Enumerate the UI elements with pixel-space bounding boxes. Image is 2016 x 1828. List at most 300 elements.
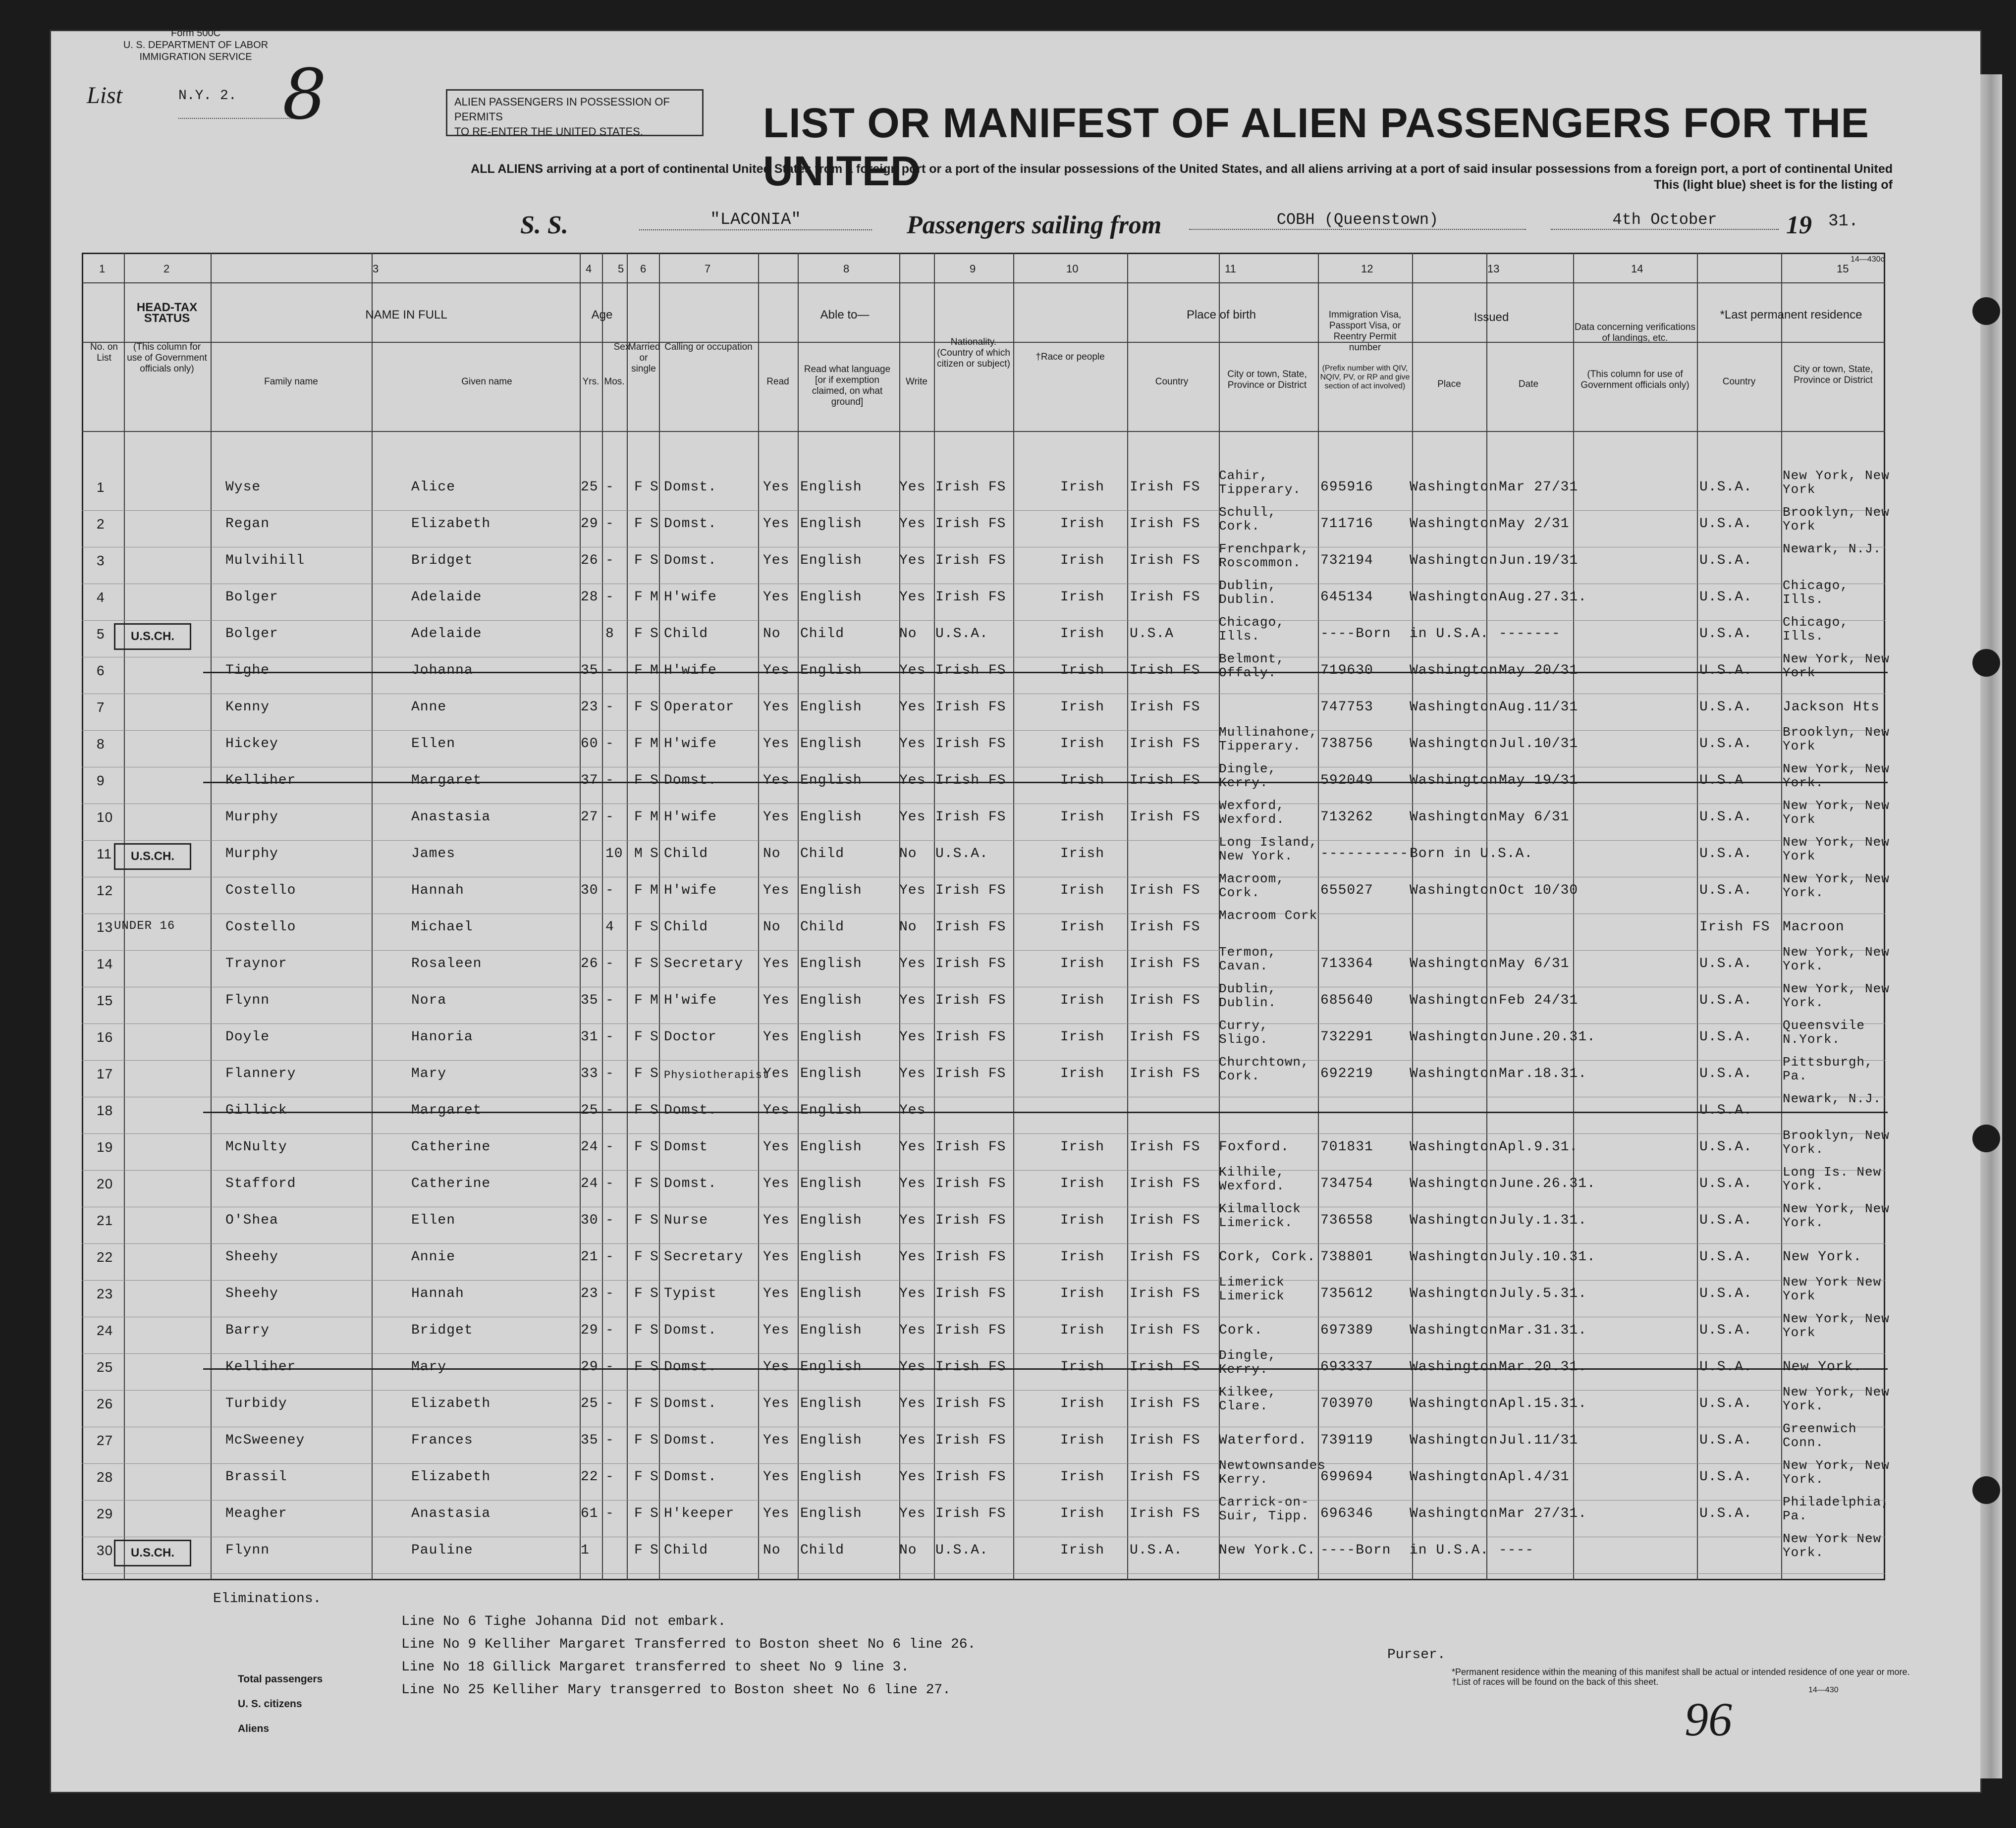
column-divider [1127,253,1128,1580]
nationality: Irish FS [935,1029,1006,1045]
residence-country: U.S.A. [1699,1323,1752,1338]
residence-country: U.S.A. [1699,1176,1752,1191]
column-divider [1781,253,1782,1580]
issued-place: Washington [1410,1323,1498,1338]
can-read: Yes [763,1396,790,1411]
nationality: Irish FS [935,1359,1006,1375]
family-name: Brassil [225,1469,287,1485]
issued-date: July.5.31. [1499,1286,1587,1301]
visa-number: 692219 [1320,1066,1373,1081]
header-read-language: Read what language [or if exemption claimed, on what ground] [804,364,891,407]
issued-date: Aug.27.31. [1499,590,1587,605]
form-identifier [114,27,277,63]
visa-number: 685640 [1320,993,1373,1008]
marital-status: S [650,516,659,532]
nationality: Irish FS [935,663,1006,678]
row-number: 4 [97,590,105,605]
birth-country: Irish FS [1130,773,1200,788]
read-language: English [800,1286,862,1301]
age-years: 26 [581,956,599,971]
occupation: Child [664,919,708,935]
nationality: Irish FS [935,1213,1006,1228]
row-number: 23 [97,1286,113,1301]
us-citizens-label: U. S. citizens [238,1698,302,1710]
given-name: Alice [411,480,456,495]
row-number: 25 [97,1359,113,1375]
birth-city: Kilkee, Clare. [1219,1385,1277,1413]
family-name: Murphy [225,809,278,825]
race: Irish [1060,883,1105,898]
age-months: 8 [605,626,614,642]
birth-country: Irish FS [1130,699,1200,715]
read-language: English [800,699,862,715]
marital-status: S [650,480,659,495]
marital-status: S [650,1286,659,1301]
column-divider [899,253,900,1580]
header-calling: Calling or occupation [664,342,753,352]
given-name: Ellen [411,736,456,752]
residence-country: U.S.A. [1699,516,1752,532]
family-name: Murphy [225,846,278,861]
can-write: Yes [899,663,926,678]
nationality: Irish FS [935,956,1006,971]
birth-city: Carrick-on-Suir, Tipp. [1219,1495,1309,1523]
birth-city: Chicago, Ills. [1219,615,1285,644]
family-name: Costello [225,883,296,898]
sex: F [634,956,643,971]
head-tax-status: U.S.CH. [114,623,191,650]
family-name: Turbidy [225,1396,287,1411]
residence-country: U.S.A. [1699,1139,1752,1155]
marital-status: S [650,1139,659,1155]
occupation: Domst. [664,516,717,532]
residence-city: Brooklyn, New York. [1783,1128,1890,1157]
can-read: Yes [763,1286,790,1301]
header-family-name: Family name [264,376,318,387]
race: Irish [1060,663,1105,678]
residence-city: New York New York [1783,1275,1882,1303]
can-read: No [763,626,781,642]
row-number: 24 [97,1323,113,1338]
residence-country: U.S.A. [1699,1213,1752,1228]
occupation: H'wife [664,590,717,605]
birth-city: Curry, Sligo. [1219,1018,1268,1047]
issued-place: Washington [1410,993,1498,1008]
read-language: English [800,663,862,678]
binder-hole [1972,649,2000,677]
residence-country: U.S.A. [1699,956,1752,971]
can-write: No [899,919,917,935]
residence-city: Jackson Hts [1783,699,1880,715]
column-divider [602,253,603,1580]
marital-status: S [650,1029,659,1045]
row-divider [82,1133,1885,1134]
sex: F [634,1433,643,1448]
marital-status: S [650,1506,659,1521]
residence-city: Newark, N.J. [1783,541,1882,556]
sex: F [634,1396,643,1411]
row-divider [82,510,1885,511]
manifest-title: LIST OR MANIFEST OF ALIEN PASSENGERS FOR THE UNITED [763,100,1869,194]
residence-country: Irish FS [1699,919,1770,935]
nationality: U.S.A. [935,846,988,861]
footnote-residence: *Permanent residence within the meaning of this manifest shall be actual or intended residence of one year or more. [1452,1667,1910,1677]
can-write: Yes [899,1029,926,1045]
can-write: Yes [899,590,926,605]
row-divider [82,1500,1885,1501]
occupation: H'wife [664,993,717,1008]
residence-country: U.S.A. [1699,1066,1752,1081]
family-name: Sheehy [225,1286,278,1301]
occupation: Child [664,626,708,642]
residence-city: New York New York. [1783,1531,1882,1560]
header-write: Write [906,376,927,387]
birth-city: Belmont, Offaly. [1219,651,1285,680]
family-name: Kenny [225,699,270,715]
residence-country: U.S.A. [1699,993,1752,1008]
issued-date: Oct 10/30 [1499,883,1579,898]
birth-city: Schull, Cork. [1219,505,1277,534]
header-verification: Data concerning verifications of landings, etc. [1575,322,1695,343]
read-language: English [800,516,862,532]
given-name: Anne [411,699,447,715]
residence-country: U.S.A. [1699,1249,1752,1265]
can-read: Yes [763,590,790,605]
residence-city: New York, New York [1783,835,1890,863]
birth-country: Irish FS [1130,993,1200,1008]
marital-status: M [650,993,659,1008]
header-mos: Mos. [604,376,625,387]
can-read: Yes [763,773,790,788]
age-months: - [605,1506,614,1521]
can-read: Yes [763,1066,790,1081]
read-language: English [800,1249,862,1265]
residence-city: New York, New York [1783,1311,1890,1340]
can-write: Yes [899,1249,926,1265]
page-number-handwritten: 96 [1685,1693,1732,1746]
sex: F [634,699,643,715]
residence-country: U.S.A. [1699,1396,1752,1411]
race: Irish [1060,809,1105,825]
occupation: H'wife [664,809,717,825]
read-language: English [800,1176,862,1191]
issued-date: Aug.11/31 [1499,699,1579,715]
marital-status: M [650,736,659,752]
issued-date: July.1.31. [1499,1213,1587,1228]
race: Irish [1060,1396,1105,1411]
header-issued-date: Date [1518,379,1539,389]
can-write: Yes [899,1139,926,1155]
occupation: H'wife [664,663,717,678]
can-read: No [763,1543,781,1558]
occupation: Nurse [664,1213,708,1228]
issued-place: Washington [1410,1176,1498,1191]
can-read: No [763,846,781,861]
issued-date: Feb 24/31 [1499,993,1579,1008]
row-number: 17 [97,1066,113,1081]
stamp-line-2: TO RE-ENTER THE UNITED STATES. [454,125,643,138]
nationality: Irish FS [935,590,1006,605]
can-write: Yes [899,1506,926,1521]
residence-country: U.S.A. [1699,699,1752,715]
can-read: Yes [763,1139,790,1155]
race: Irish [1060,993,1105,1008]
residence-city: Brooklyn, New York [1783,505,1890,534]
issued-date: ------- [1499,626,1561,642]
age-years: 29 [581,516,599,532]
occupation: Domst. [664,1433,717,1448]
row-divider [82,950,1885,951]
age-years: 22 [581,1469,599,1485]
visa-number: 699694 [1320,1469,1373,1485]
read-language: English [800,1103,862,1118]
occupation: Domst. [664,1176,717,1191]
can-read: Yes [763,1469,790,1485]
age-months: - [605,736,614,752]
age-years: 35 [581,1433,599,1448]
given-name: Mary [411,1359,447,1375]
nationality: Irish FS [935,919,1006,935]
residence-city: New York, New York. [1783,981,1890,1010]
row-divider [82,620,1885,621]
column-number: 13 [1487,263,1500,275]
read-language: English [800,1396,862,1411]
ss-label: S. S. [520,211,568,239]
visa-number: 719630 [1320,663,1373,678]
eliminations-notes [213,1588,976,1702]
family-name: Flynn [225,993,270,1008]
can-read: Yes [763,553,790,568]
sex: F [634,1286,643,1301]
age-months: - [605,1029,614,1045]
can-write: Yes [899,809,926,825]
issued-place: Washington [1410,1433,1498,1448]
nationality: Irish FS [935,993,1006,1008]
can-read: Yes [763,663,790,678]
can-read: Yes [763,993,790,1008]
column-number: 14 [1631,263,1643,275]
age-years: 31 [581,1029,599,1045]
read-language: English [800,736,862,752]
column-divider [1697,253,1698,1580]
marital-status: S [650,1433,659,1448]
marital-status: M [650,883,659,898]
sex: F [634,1506,643,1521]
marital-status: S [650,553,659,568]
issued-date: July.10.31. [1499,1249,1596,1265]
issued-date: May 6/31 [1499,809,1570,825]
age-months: - [605,809,614,825]
birth-city: Foxford. [1219,1139,1290,1155]
can-read: Yes [763,1433,790,1448]
can-write: Yes [899,1176,926,1191]
age-months: 10 [605,846,623,861]
race: Irish [1060,846,1105,861]
head-tax-status: UNDER 16 [114,919,175,933]
visa-number: 732291 [1320,1029,1373,1045]
occupation: Domst. [664,553,717,568]
given-name: Adelaide [411,590,482,605]
sheet-edge [1980,74,2002,1778]
row-number: 28 [97,1469,113,1485]
row-number: 16 [97,1029,113,1045]
birth-country: Irish FS [1130,1213,1200,1228]
can-write: Yes [899,1213,926,1228]
birth-country: Irish FS [1130,1286,1200,1301]
header-sex: Sex [613,342,630,352]
marital-status: S [650,1066,659,1081]
age-months: - [605,1469,614,1485]
can-write: Yes [899,736,926,752]
issued-place: Washington [1410,1469,1498,1485]
nationality: Irish FS [935,1249,1006,1265]
race: Irish [1060,736,1105,752]
birth-country: Irish FS [1130,1176,1200,1191]
sex: F [634,1139,643,1155]
issued-date: Jun.19/31 [1499,553,1579,568]
sex: F [634,1359,643,1375]
birth-country: Irish FS [1130,590,1200,605]
occupation: H'wife [664,736,717,752]
issued-place: Washington [1410,883,1498,898]
subtitle-line-1: ALL ALIENS arriving at a port of continental United States from a foreign port or a port of the insular possessions of the United States, and all aliens arriving at a port of said insular possessions from a foreign port, a port of continental United [471,162,1893,176]
row-divider [82,1023,1885,1024]
header-yrs: Yrs. [582,376,599,387]
birth-city: Long Island, New York. [1219,835,1318,863]
can-read: Yes [763,736,790,752]
issued-date: Jul.10/31 [1499,736,1579,752]
given-name: Catherine [411,1176,491,1191]
issued-place: Washington [1410,1066,1498,1081]
sex: F [634,1543,643,1558]
occupation: Domst. [664,1359,717,1375]
can-read: Yes [763,809,790,825]
eliminations-heading: Eliminations. [213,1591,322,1607]
birth-city: Waterford. [1219,1433,1308,1448]
residence-country: U.S.A. [1699,480,1752,495]
can-read: Yes [763,1323,790,1338]
header-no-on-list: No. on List [90,342,118,363]
header-name-in-full: NAME IN FULL [365,308,447,322]
list-label: List [87,82,123,108]
age-months: - [605,516,614,532]
visa-number: 732194 [1320,553,1373,568]
row-divider [82,1353,1885,1354]
age-months: - [605,1396,614,1411]
header-read: Read [766,376,789,387]
issued-place: Washington [1410,1029,1498,1045]
age-years: 1 [581,1543,590,1558]
can-write: Yes [899,1103,926,1118]
read-language: English [800,1066,862,1081]
read-language: English [800,480,862,495]
row-number: 12 [97,883,113,898]
residence-city: New York, New York. [1783,1201,1890,1230]
age-years: 21 [581,1249,599,1265]
birth-city: Macroom, Cork. [1219,871,1285,900]
age-years: 23 [581,699,599,715]
row-number: 29 [97,1506,113,1521]
age-months: - [605,1323,614,1338]
given-name: Rosaleen [411,956,482,971]
sex: F [634,883,643,898]
age-months: - [605,1066,614,1081]
sex: F [634,1176,643,1191]
issued-date: May 6/31 [1499,956,1570,971]
sex: F [634,919,643,935]
race: Irish [1060,699,1105,715]
family-name: McNulty [225,1139,287,1155]
read-language: Child [800,626,845,642]
read-language: English [800,590,862,605]
marital-status: S [650,1469,659,1485]
birth-country: Irish FS [1130,1249,1200,1265]
total-passengers-label: Total passengers [238,1673,323,1685]
row-number: 11 [97,846,112,861]
footnote-races: †List of races will be found on the back of this sheet. [1452,1677,1659,1687]
family-name: Barry [225,1323,270,1338]
birth-city: Churchtown, Cork. [1219,1055,1309,1083]
row-number: 15 [97,993,113,1008]
form-number: Form 500C [170,28,221,39]
column-number: 12 [1361,263,1373,275]
birth-city: Limerick Limerick [1219,1275,1285,1303]
column-divider [798,253,799,1580]
can-read: Yes [763,1506,790,1521]
age-years: 25 [581,1103,599,1118]
age-years: 30 [581,883,599,898]
visa-number: 736558 [1320,1213,1373,1228]
sex: F [634,1066,643,1081]
read-language: Child [800,846,845,861]
column-divider [372,253,373,1580]
occupation: Doctor [664,1029,717,1045]
age-months: - [605,1249,614,1265]
residence-country: U.S.A. [1699,663,1752,678]
family-name: Stafford [225,1176,296,1191]
marital-status: M [650,809,659,825]
given-name: Elizabeth [411,1396,491,1411]
elimination-note: Line No 6 Tighe Johanna Did not embark. [401,1614,726,1629]
column-divider [580,253,581,1580]
visa-number: 703970 [1320,1396,1373,1411]
column-number: 1 [99,263,106,275]
can-write: Yes [899,553,926,568]
header-nationality: Nationality. (Country of which citizen or subject) [937,337,1010,369]
column-number: 3 [373,263,379,275]
row-divider [82,1463,1885,1464]
issued-place: Born in U.S.A. [1410,846,1533,861]
can-write: Yes [899,1359,926,1375]
issued-date: Mar.18.31. [1499,1066,1587,1081]
issued-place: Washington [1410,699,1498,715]
can-read: No [763,919,781,935]
birth-city: Newtownsandes Kerry. [1219,1458,1326,1487]
header-visa-note: (Prefix number with QIV, NQIV, PV, or RP and give section of act involved) [1320,364,1410,390]
age-years: 28 [581,590,599,605]
birth-country: Irish FS [1130,1433,1200,1448]
residence-city: New York, New York. [1783,1458,1890,1487]
race: Irish [1060,1029,1105,1045]
birth-country: Irish FS [1130,1506,1200,1521]
header-place-of-birth: Place of birth [1186,308,1256,322]
can-write: Yes [899,516,926,532]
birth-country: U.S.A [1130,626,1174,642]
row-number: 6 [97,663,105,678]
marital-status: M [650,590,659,605]
family-name: Meagher [225,1506,287,1521]
age-years: 29 [581,1323,599,1338]
